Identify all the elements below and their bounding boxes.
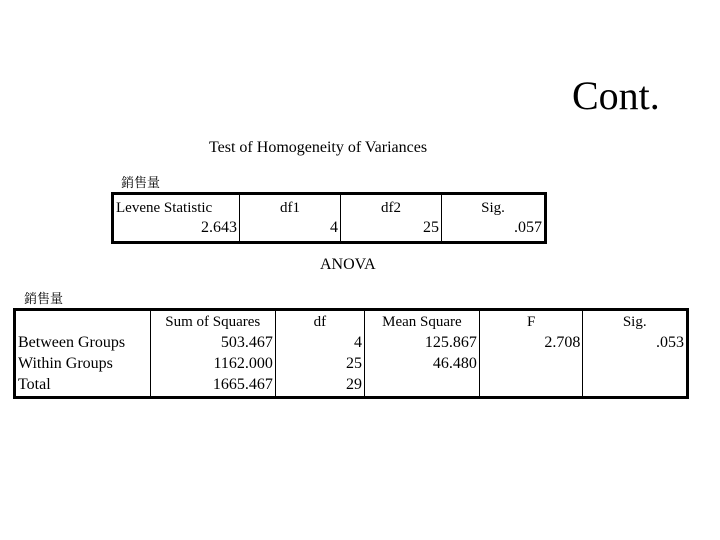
table-row [15, 375, 688, 398]
homogeneity-header-row [113, 194, 546, 222]
header-df: df [275, 310, 364, 334]
slide-title: Cont. [572, 73, 660, 118]
anova-title: ANOVA [320, 256, 376, 273]
cell-sig [583, 354, 688, 375]
table-row [15, 354, 688, 375]
cell-df2: 25 [341, 221, 442, 243]
table-row [15, 333, 688, 354]
anova-table [13, 308, 689, 399]
homogeneity-table [111, 192, 547, 244]
cell-df: 4 [275, 333, 364, 354]
cell-df: 25 [275, 354, 364, 375]
row-label: Within Groups [18, 355, 113, 372]
cell-mean-square [364, 375, 479, 398]
cell-sig: .053 [583, 333, 688, 354]
cell-df1: 4 [240, 221, 341, 243]
cell-mean-square: 125.867 [364, 333, 479, 354]
cell-mean-square: 46.480 [364, 354, 479, 375]
header-sum-of-squares: Sum of Squares [150, 310, 275, 334]
cell-sum-of-squares: 503.467 [150, 333, 275, 354]
row-label: Between Groups [18, 334, 126, 351]
header-f: F [479, 310, 583, 334]
cell-sum-of-squares: 1162.000 [150, 354, 275, 375]
cell-sig [583, 375, 688, 398]
row-label: Total [18, 376, 51, 393]
table-row [113, 221, 546, 243]
cell-f: 2.708 [479, 333, 583, 354]
cell-sum-of-squares: 1665.467 [150, 375, 275, 398]
header-sig: Sig. [583, 310, 688, 334]
header-df2: df2 [341, 194, 442, 222]
header-df1: df1 [240, 194, 341, 222]
cell-levene-statistic: 2.643 [201, 221, 237, 236]
header-levene-statistic: Levene Statistic [113, 194, 240, 222]
cell-f [479, 375, 583, 398]
anova-header-row [15, 310, 688, 334]
cell-f [479, 354, 583, 375]
header-row-label [15, 310, 151, 334]
homogeneity-title: Test of Homogeneity of Variances [209, 139, 428, 156]
anova-variable-label: 銷售量 [24, 292, 64, 307]
header-sig: Sig. [442, 194, 546, 222]
cell-sig: .057 [442, 221, 546, 243]
homogeneity-variable-label: 銷售量 [121, 176, 161, 191]
header-mean-square: Mean Square [364, 310, 479, 334]
cell-df: 29 [275, 375, 364, 398]
